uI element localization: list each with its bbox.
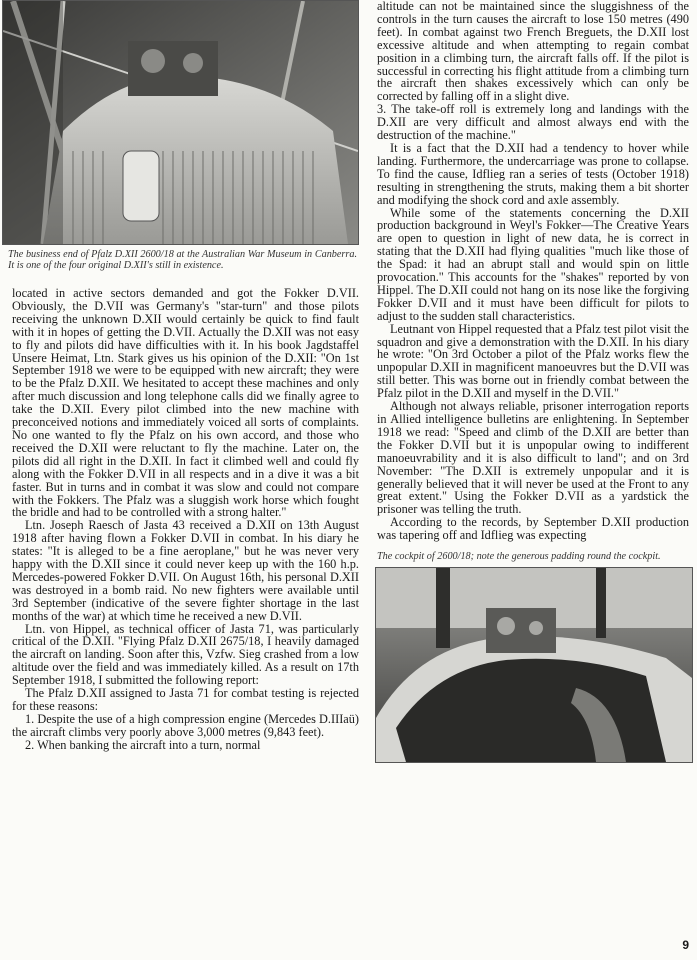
- paragraph: 2. When banking the aircraft into a turn, normal: [25, 737, 261, 752]
- left-column: [2, 0, 361, 752]
- right-body-text: [377, 0, 689, 542]
- top-figure-caption: The business end of Pfalz D.XII 2600/18 at the Australian War Museum in Canberra. It is one of the four original D.XII's still in existence.: [8, 249, 357, 271]
- paragraph: Ltn. von Hippel, as technical officer of Jasta 71, was particularly critical of the D.XII. "Flying Pfalz D.XII 2675/18, I heavily damaged the aircraft on landing. Soon after this, Vzfw. Sieg crashed from a low altitude over the field and was immediately killed. As a result on 17th September 1918, I submitted the following report:: [12, 621, 359, 688]
- paragraph: According to the records, by September D.XII production was tapering off and Idflieg was expecting: [377, 515, 689, 543]
- paragraph: Ltn. Joseph Raesch of Jasta 43 received a D.XII on 13th August 1918 after having flown a Fokker D.VII in combat. In his diary he states: "It is alleged to be a fine aeroplane," but he was never very happy with the D.XII since it could never keep up with the 160 h.p. Mercedes-powered Fokker D.VII. On August 16th, his personal D.XII was destroyed in a bomb raid. No new fighters were available until 3rd September (indicative of the severe fighter shortage in the last months of the war) at which time he received a new D.VII.: [12, 518, 359, 623]
- paragraph: The Pfalz D.XII assigned to Jasta 71 for combat testing is rejected for these reasons:: [12, 686, 359, 713]
- paragraph: It is a fact that the D.XII had a tendency to hover while landing. Furthermore, the undercarriage was prone to collapse. To find the cause, Idflieg ran a series of tests (October 1918) resulting in strengthening the struts, making them a bit shorter and modifying the shock cord and axle assembly.: [377, 140, 689, 207]
- bottom-figure-caption: The cockpit of 2600/18; note the generous padding round the cockpit.: [377, 551, 661, 563]
- pfalz-engine-photo: [2, 0, 359, 245]
- paragraph: 1. Despite the use of a high compression engine (Mercedes D.IIIaü) the aircraft climbs very poorly above 3,000 metres (9,843 feet).: [12, 711, 359, 739]
- paragraph: Leutnant von Hippel requested that a Pfalz test pilot visit the squadron and give a demonstration with the D.XII. In his diary he wrote: "On 3rd October a pilot of the Pfalz works flew the unpopular D.XII in magnificent manoeuvres but the D.VII was still better. This was borne out in friendly combat between the Pfalz pilot in the D.XII and myself in the D.VII.": [377, 321, 689, 401]
- page-number: 9: [682, 938, 689, 952]
- cockpit-photo: [375, 567, 693, 763]
- left-body-text: [12, 287, 359, 752]
- paragraph: altitude can not be maintained since the sluggishness of the controls in the turn causes the aircraft to lose 150 metres (490 feet). In combat against two French Breguets, the D.XII lost excessive altitude and when attempting to regain combat position in a climbing turn, the aircraft falls off. If the pilot is successful in correcting his flight attitude from a climbing turn the aircraft then shakes excessively which can only be corrected by falling off in a slight dive.: [377, 0, 689, 104]
- paragraph: Although not always reliable, prisoner interrogation reports in Allied intelligence bulletins are enlightening. In September 1918 we read: "Speed and climb of the D.XII are better than the Fokker D.VII but it is unpopular owing to indifferent manoeuvrability and it is also difficult to land"; and on 3rd November: "The D.XII is extremely unpopular and it is generally believed that it will never be used at the Front to any great extent." Using the Fokker D.VII as a yardstick the prisoner was telling the truth.: [377, 399, 689, 517]
- paragraph: located in active sectors demanded and got the Fokker D.VII. Obviously, the D.VII was Germany's "star-turn" and those pilots receiving the unknown D.XII would certainly be quick to find fault with it in hopes of getting the D.VII. Actually the D.XII was not easy to fly and pilots did have difficulties with it. In his book Jagdstaffel Unsere Heimat, Ltn. Stark gives us his opinion of the D.XII: "On 1st September 1918 we were to be equipped with new aircraft; they were to be the Pfalz D.XII. We hesitated to accept these machines and only after much discussion and long telephone calls did we finally agree to take the D.XII. Every pilot climbed into the new machine with preconceived notions and immediately voiced all sorts of complaints. No one wanted to fly the Pfalz on his own accord, and those who received the D.XII were reluctant to fly the machine. Later on, the pilots did all right in the D.XII. In fact it climbed well and could fly along with the Fokker D.VII in all respects and in a dive it was a bit faster. But in turns and in combat it was slow and could not compare with the Fokkers. The Pfalz was a sluggish work horse which fought the bridle and had to be controlled with a strong halter.": [12, 286, 359, 520]
- paragraph: 3. The take-off roll is extremely long and landings with the D.XII are very difficult and almost always end with the destruction of the machine.": [377, 102, 689, 143]
- paragraph: While some of the statements concerning the D.XII production background in Weyl's Fokker—The Creative Years are open to question in light of new data, he is correct in stating that the D.XII had flying qualities "much like those of the Spad: it had an abrupt stall and would spin on little provocation." This accounts for the "shakes" reported by von Hippel. The D.XII could not hang on its nose like the forgiving Fokker D.VII and it must have been difficult for pilots to adjust to the sudden stall characteristics.: [377, 205, 689, 323]
- right-column: [371, 0, 691, 763]
